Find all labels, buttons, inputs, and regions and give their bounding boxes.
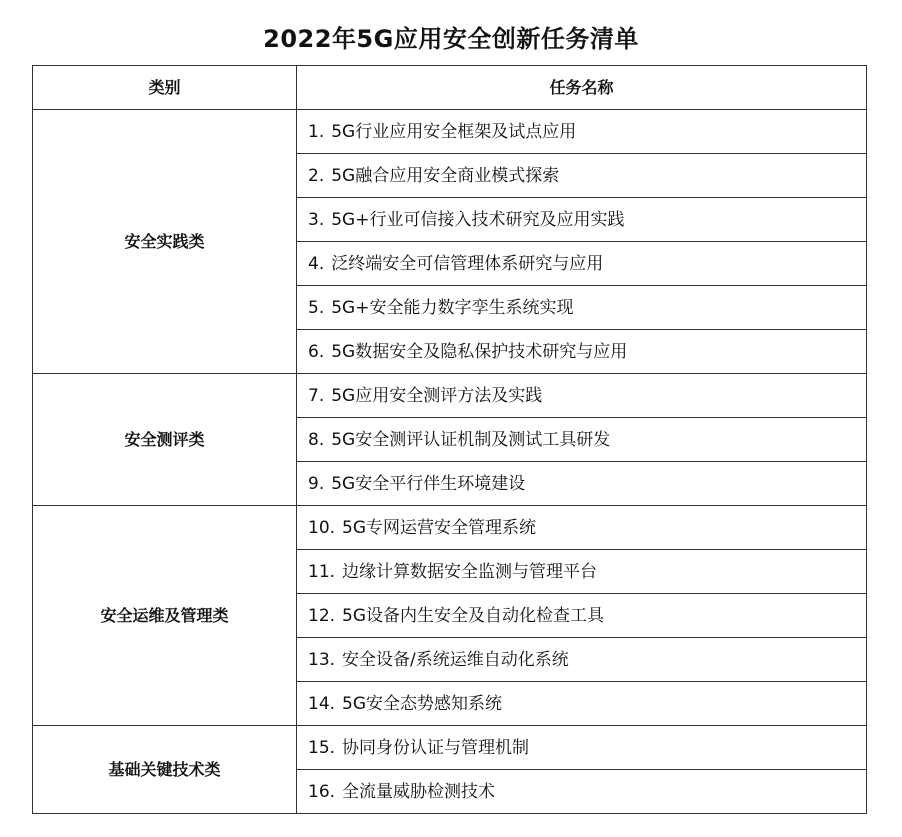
table-row [33, 506, 867, 550]
task-number: 16. [308, 781, 336, 802]
task-number: 10. [308, 517, 336, 538]
task-number: 7. [308, 385, 325, 406]
task-number: 8. [308, 429, 325, 450]
task-name: 边缘计算数据安全监测与管理平台 [342, 561, 598, 582]
task-name: 5G安全测评认证机制及测试工具研发 [331, 429, 611, 450]
task-number: 13. [308, 649, 336, 670]
task-cell [297, 418, 867, 462]
category-cell: 安全实践类 [33, 110, 297, 374]
task-name: 安全设备/系统运维自动化系统 [342, 649, 569, 670]
task-number: 1. [308, 121, 325, 142]
task-cell [297, 110, 867, 154]
header-task-name: 任务名称 [297, 66, 867, 110]
task-name: 5G设备内生安全及自动化检查工具 [342, 605, 605, 626]
task-cell [297, 286, 867, 330]
task-cell [297, 726, 867, 770]
task-list-table [32, 65, 867, 814]
task-number: 15. [308, 737, 336, 758]
task-name: 5G安全平行伴生环境建设 [331, 473, 526, 494]
task-number: 5. [308, 297, 325, 318]
task-cell [297, 594, 867, 638]
task-name: 5G+行业可信接入技术研究及应用实践 [331, 209, 625, 230]
task-number: 3. [308, 209, 325, 230]
document-title: 2022年5G应用安全创新任务清单 [263, 25, 639, 53]
task-cell [297, 242, 867, 286]
task-cell [297, 374, 867, 418]
task-number: 9. [308, 473, 325, 494]
task-cell [297, 330, 867, 374]
task-number: 6. [308, 341, 325, 362]
header-category: 类别 [33, 66, 297, 110]
task-cell [297, 506, 867, 550]
task-cell [297, 198, 867, 242]
task-cell [297, 638, 867, 682]
table-row [33, 374, 867, 418]
task-name: 5G行业应用安全框架及试点应用 [331, 121, 577, 142]
task-name: 泛终端安全可信管理体系研究与应用 [331, 253, 604, 274]
task-name: 5G应用安全测评方法及实践 [331, 385, 543, 406]
task-name: 协同身份认证与管理机制 [342, 737, 530, 758]
task-cell [297, 154, 867, 198]
table-row [33, 726, 867, 770]
table-row [33, 110, 867, 154]
task-name: 5G专网运营安全管理系统 [342, 517, 537, 538]
task-name: 5G融合应用安全商业模式探索 [331, 165, 560, 186]
task-number: 14. [308, 693, 336, 714]
task-number: 12. [308, 605, 336, 626]
task-cell [297, 550, 867, 594]
table-body [33, 110, 867, 814]
category-cell: 安全运维及管理类 [33, 506, 297, 726]
task-cell [297, 462, 867, 506]
task-number: 2. [308, 165, 325, 186]
task-cell [297, 770, 867, 814]
task-name: 5G+安全能力数字孪生系统实现 [331, 297, 574, 318]
category-cell: 安全测评类 [33, 374, 297, 506]
table-header-row [33, 66, 867, 110]
category-cell: 基础关键技术类 [33, 726, 297, 814]
task-name: 5G安全态势感知系统 [342, 693, 503, 714]
task-number: 4. [308, 253, 325, 274]
task-number: 11. [308, 561, 336, 582]
task-name: 5G数据安全及隐私保护技术研究与应用 [331, 341, 628, 362]
task-cell [297, 682, 867, 726]
task-name: 全流量威胁检测技术 [342, 781, 496, 802]
